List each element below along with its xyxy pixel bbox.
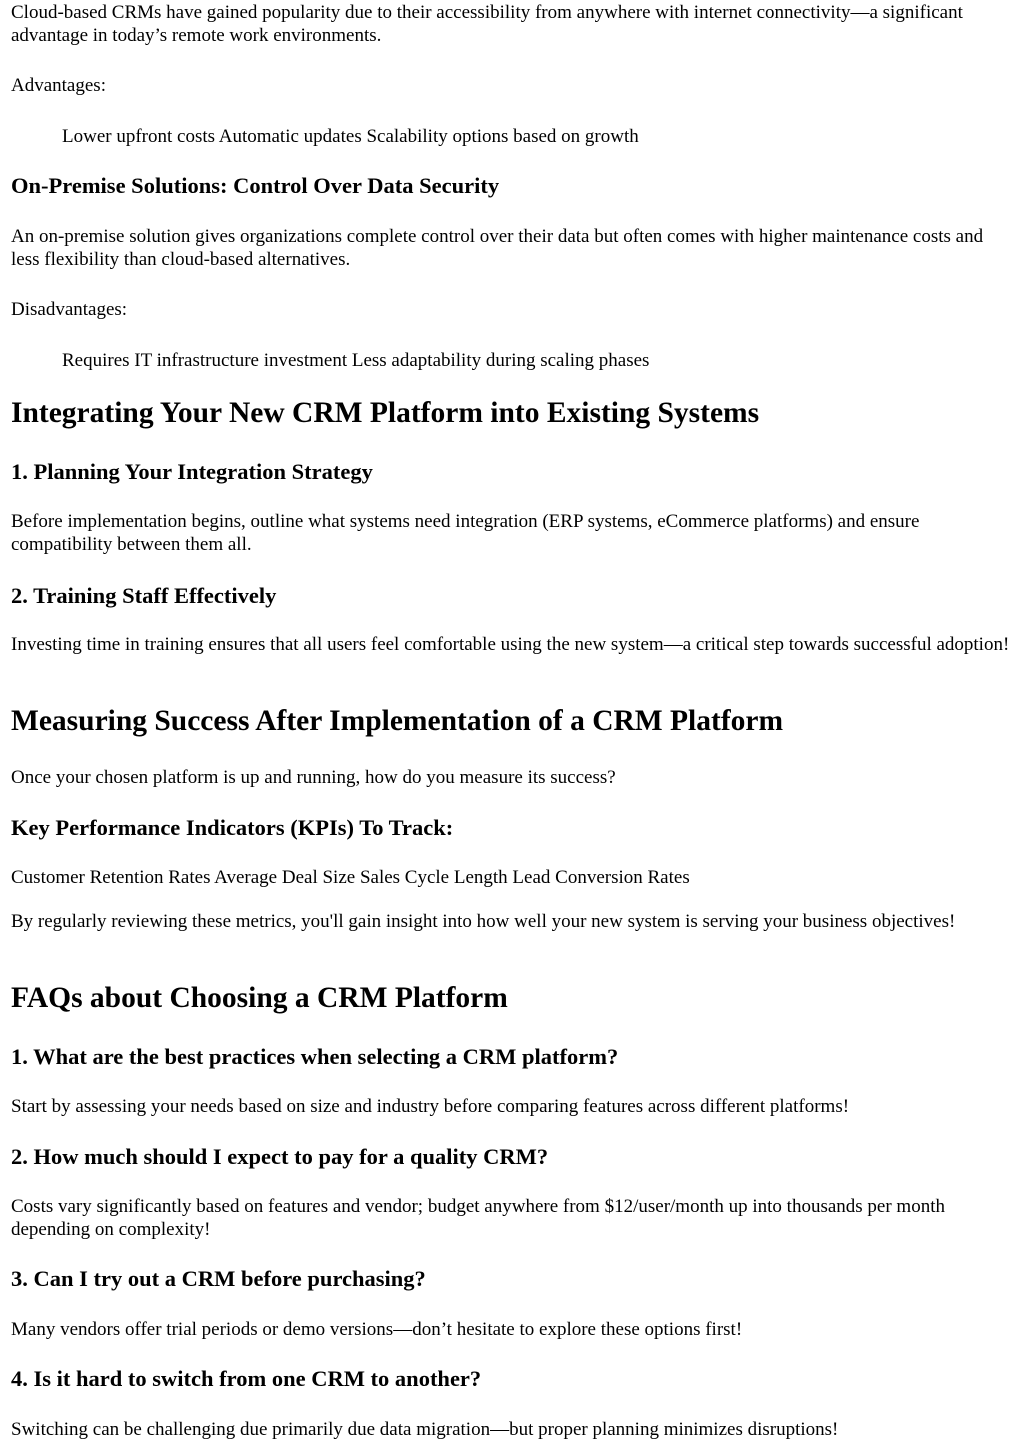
advantages-label: Advantages: xyxy=(11,75,106,96)
faq-answer-1: Start by assessing your needs based on size and industry before comparing features across different platforms! xyxy=(11,1096,850,1117)
kpi-list: Customer Retention Rates Average Deal Size Sales Cycle Length Lead Conversion Rates xyxy=(11,867,690,888)
onprem-heading: On-Premise Solutions: Control Over Data Security xyxy=(11,173,500,198)
onprem-intro-paragraph: An on-premise solution gives organizations complete control over their data but often comes with higher maintenance costs and less flexibility than cloud-based alternatives. xyxy=(11,226,984,270)
disadvantages-label: Disadvantages: xyxy=(11,299,128,320)
cloud-intro-paragraph: Cloud-based CRMs have gained popularity due to their accessibility from anywhere with internet connectivity—a significant advantage in today’s remote work environments. xyxy=(11,2,963,46)
integration-heading: Integrating Your New CRM Platform into Existing Systems xyxy=(11,397,760,429)
integration-step-1-heading: 1. Planning Your Integration Strategy xyxy=(11,459,373,484)
disadvantages-list: Requires IT infrastructure investment Less adaptability during scaling phases xyxy=(62,350,650,371)
faq-answer-2: Costs vary significantly based on features and vendor; budget anywhere from $12/user/month up into thousands per month depending on complexity! xyxy=(11,1196,945,1240)
measuring-heading: Measuring Success After Implementation of a CRM Platform xyxy=(11,705,784,737)
integration-step-2-heading: 2. Training Staff Effectively xyxy=(11,583,277,608)
faq-answer-3: Many vendors offer trial periods or demo versions—don’t hesitate to explore these options first! xyxy=(11,1319,743,1340)
measuring-outro-paragraph: By regularly reviewing these metrics, you'll gain insight into how well your new system is serving your business objectives! xyxy=(11,911,956,932)
faq-answer-4: Switching can be challenging due primarily due data migration—but proper planning minimizes disruptions! xyxy=(11,1419,839,1440)
faq-question-3: 3. Can I try out a CRM before purchasing? xyxy=(11,1266,426,1291)
faq-question-1: 1. What are the best practices when selecting a CRM platform? xyxy=(11,1044,619,1069)
faq-heading: FAQs about Choosing a CRM Platform xyxy=(11,982,508,1014)
faq-question-4: 4. Is it hard to switch from one CRM to another? xyxy=(11,1366,482,1391)
advantages-list: Lower upfront costs Automatic updates Scalability options based on growth xyxy=(62,126,639,147)
integration-step-2-text: Investing time in training ensures that all users feel comfortable using the new system—a critical step towards successful adoption! xyxy=(11,634,1010,655)
integration-step-1-text: Before implementation begins, outline what systems need integration (ERP systems, eCommerce platforms) and ensure compatibility between them all. xyxy=(11,511,920,555)
kpi-heading: Key Performance Indicators (KPIs) To Track: xyxy=(11,815,454,840)
measuring-intro-paragraph: Once your chosen platform is up and running, how do you measure its success? xyxy=(11,767,616,788)
faq-question-2: 2. How much should I expect to pay for a quality CRM? xyxy=(11,1144,549,1169)
